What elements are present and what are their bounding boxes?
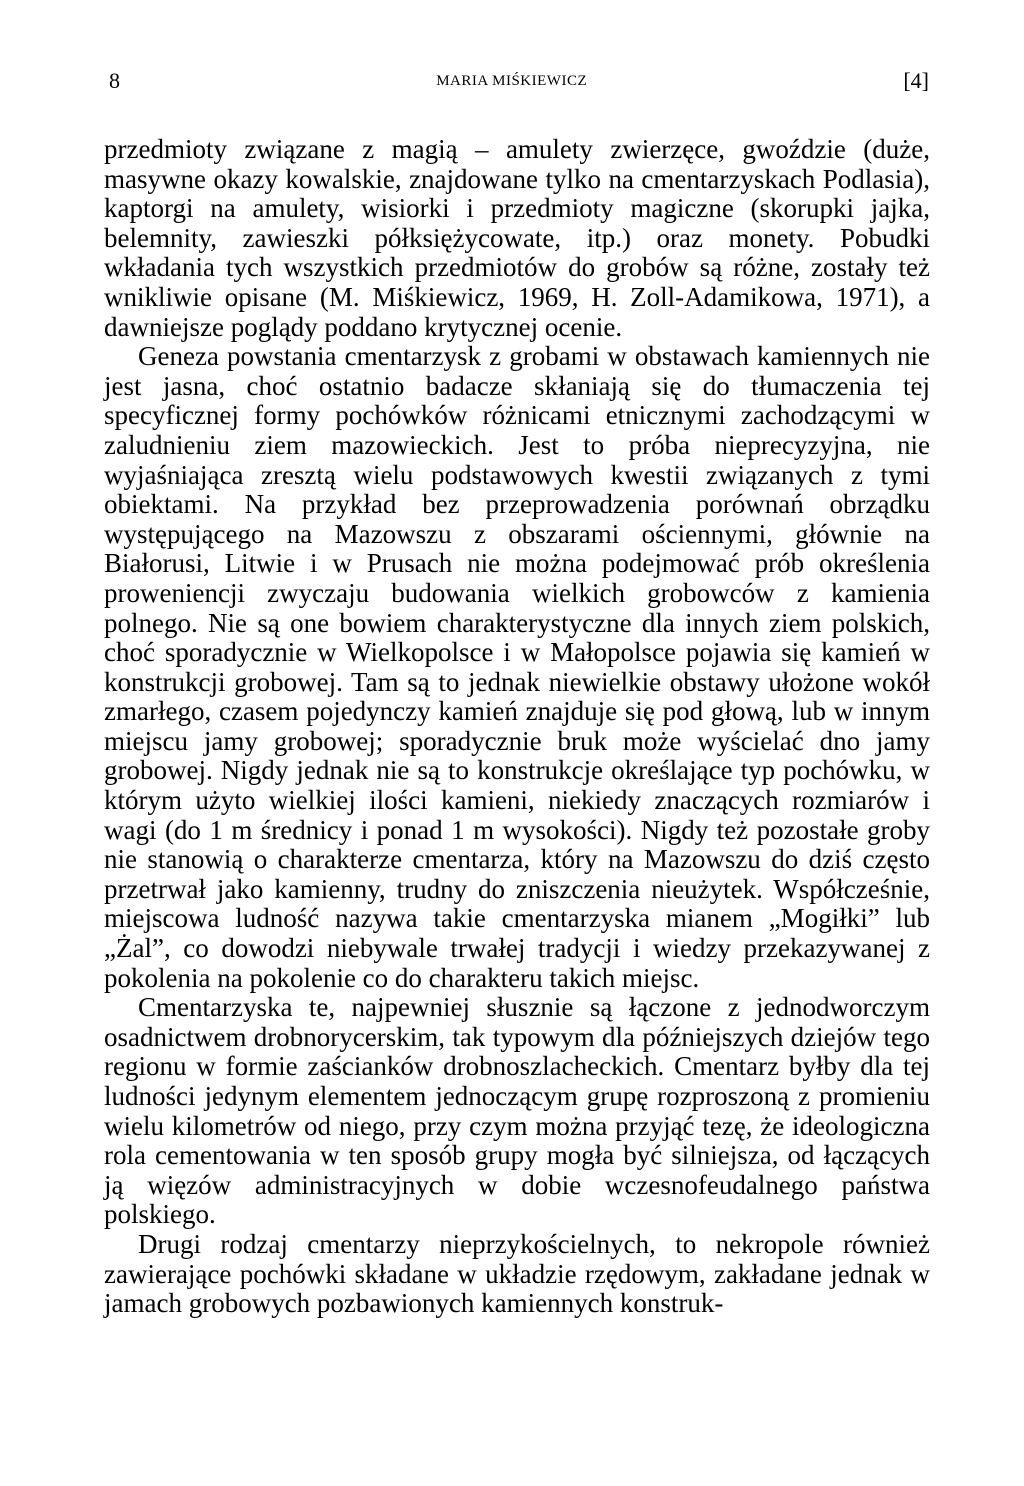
paragraph-cemeteries: Cmentarzyska te, najpewniej słusznie są łączone z jednodworczym osadnictwem drobnorycerskim, tak typowym dla późniejszych dziejów tego regionu w formie zaścianków drobnoszlacheckich. Cmentarz byłby dla tej ludności jedynym elementem jednoczącym grupę rozproszoną z promieniu wielu kilometrów od niego, przy czym można przyjąć tezę, że ideologiczna rola cementowania w ten sposób grupy mogła być silniejsza, od łączących ją więzów administracyjnych w dobie wczesnofeudalnego państwa polskiego. <box>104 992 930 1230</box>
body-text <box>104 135 930 1319</box>
section-number: [4] <box>903 68 929 93</box>
page-number: 8 <box>109 68 120 93</box>
running-head <box>109 66 929 96</box>
running-title-author: MARIA MIŚKIEWICZ <box>436 72 588 89</box>
paragraph-genesis: Geneza powstania cmentarzysk z grobami w obstawach kamiennych nie jest jasna, choć ostatnio badacze skłaniają się do tłumaczenia tej specyficznej formy pochówków różnicami etnicznymi zachodzącymi w zaludnieniu ziem mazowieckich. Jest to próba nieprecyzyjna, nie wyjaśniająca zresztą wielu podstawowych kwestii związanych z tymi obiektami. Na przykład bez przeprowadzenia porównań obrządku występującego na Mazowszu z obszarami ościennymi, głównie na Białorusi, Litwie i w Prusach nie można podejmować prób określenia proweniencji zwyczaju budowania wielkich grobowców z kamienia polnego. Nie są one bowiem charakterystyczne dla innych ziem polskich, choć sporadycznie w Wielkopolsce i w Małopolsce pojawia się kamień w konstrukcji grobowej. Tam są to jednak niewielkie obstawy ułożone wokół zmarłego, czasem pojedynczy kamień znajduje się pod głową, lub w innym miejscu jamy grobowej; sporadycznie bruk może wyścielać dno jamy grobowej. Nigdy jednak nie są to konstrukcje określające typ pochówku, w którym użyto wielkiej ilości kamieni, niekiedy znaczących rozmiarów i wagi (do 1 m średnicy i ponad 1 m wysokości). Nigdy też pozostałe groby nie stanowią o charakterze cmentarza, który na Mazowszu do dziś często przetrwał jako kamienny, trudny do zniszczenia nieużytek. Współcześnie, miejscowa ludność nazywa takie cmentarzyska mianem „Mogiłki” lub „Żal”, co dowodzi niebywale trwałej tradycji i wiedzy przekazywanej z pokolenia na pokolenie co do charakteru takich miejsc. <box>104 341 930 993</box>
paragraph-second-type: Drugi rodzaj cmentarzy nieprzykościelnych, to nekropole również zawierające pochówki składane w układzie rzędowym, zakładane jednak w jamach grobowych pozbawionych kamiennych konstruk- <box>104 1228 930 1319</box>
paragraph-continued: przedmioty związane z magią – amulety zwierzęce, gwoździe (duże, masywne okazy kowalskie, znajdowane tylko na cmentarzyskach Podlasia), kaptorgi na amulety, wisiorki i przedmioty magiczne (skorupki jajka, belemnity, zawieszki półksiężycowate, itp.) oraz monety. Pobudki wkładania tych wszystkich przedmiotów do grobów są różne, zostały też wnikliwie opisane (M. Miśkiewicz, 1969, H. Zoll-Adamikowa, 1971), a dawniejsze poglądy poddano krytycznej ocenie. <box>104 134 930 342</box>
